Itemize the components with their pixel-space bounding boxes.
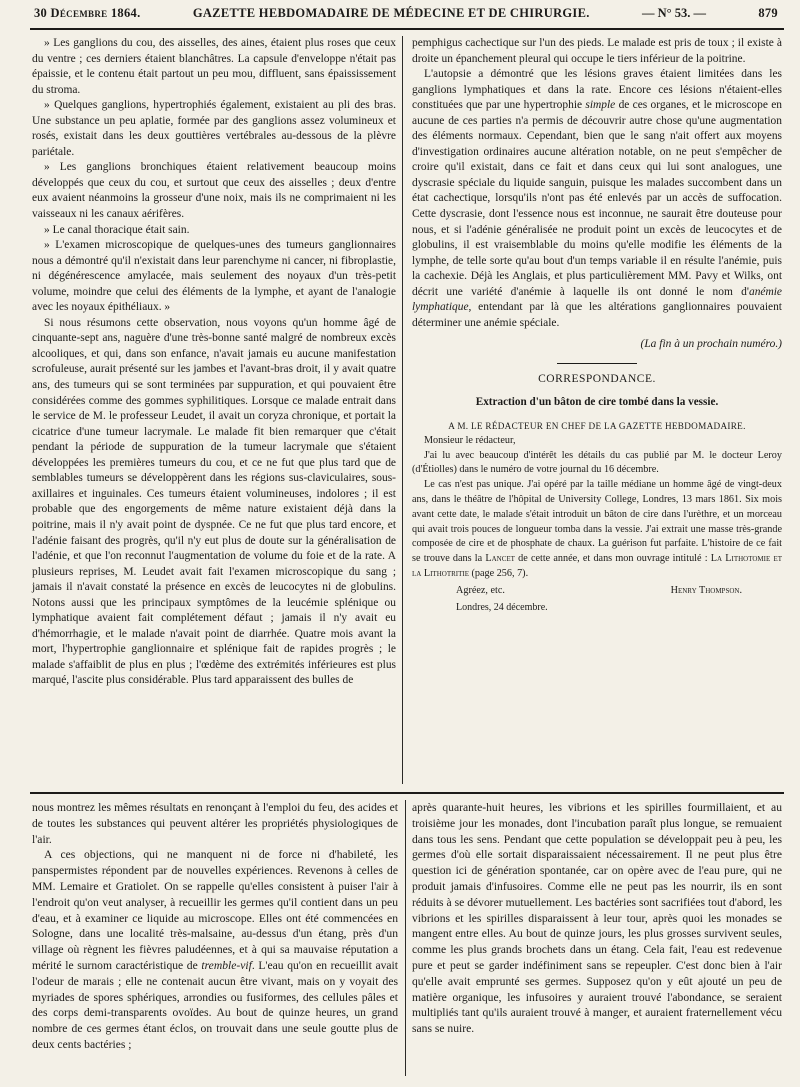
text-run: (page 256, 7). <box>468 568 529 579</box>
to-be-continued-note: (La fin à un prochain numéro.) <box>640 338 782 351</box>
left-column <box>32 36 396 689</box>
book-title: La Lithotomie et la Lithotritie <box>412 553 782 579</box>
upper-section <box>30 36 784 784</box>
column-rule <box>402 36 403 784</box>
paragraph: pemphigus cachectique sur l'un des pieds. Le malade est pris de toux ; il existe à droite un épanchement pleural qui occupe le tiers inférieur de la poitrine. <box>412 37 782 65</box>
text-run: A ces objections, qui ne manquent ni de force ni d'habileté, les panspermistes répondent par de nouvelles expériences. Revenons à celles de MM. Lemaire et Gratiolet. On se rappelle qu'elles consistent à puiser l'air à l'endroit qu'on veut analyser, à recueillir les germes qu'il contient dans un peu d'eau, et à examiner ce liquide au microscope. Elles ont été commencées en Sologne, dans une localité très-malsaine, au-dessus d'un étang, près d'un village où règnent les fièvres paludéennes, et à qui sa mauvaise réputation a mérité le surnom caractéristique de <box>32 848 398 972</box>
section-title: CORRESPONDANCE. <box>538 372 656 385</box>
paragraph: après quarante-huit heures, les vibrions et les spirilles fourmillaient, et au troisième jour les monades, dont l'incubation paraît plus longue, se remuaient dans tous les sens. Pendant que cette population se développait peu à peu, les germes d'où elle sortait disparaissaient nécessairement. Il ne peut plus être question ici de génération spontanée, car on opère avec de l'eau pure, qui ne produit jamais d'infusoires. Comme elle ne peut pas les nourrir, ils en sont réduits à se dévorer mutuellement. Les bactéries sont sacrifiées tout d'abord, les vibrions et les spirilles disparaissent à leur tour, après quoi les monades se mangent entre elles. Au bout de quinze jours, les plus grosses survivent seules, comme les plus grands brochets dans un étang. Cela fait, l'eau est redevenue pure et peut se garder indéfiniment sans se repeupler. C'est donc bien à l'air qu'elle avait emprunté ses germes. Supposez qu'on y eût ajouté un peu de matière organique, les infusoires y auraient trouvé l'abondance, se seraient multipliés tant qu'ils auraient trouvé à manger, et auraient fraternellement vécu sans se nuire. <box>412 801 782 1036</box>
lower-left-column <box>32 800 398 1053</box>
paragraph: J'ai lu avec beaucoup d'intérêt les détails du cas publié par M. le docteur Leroy (d'Étiolles) dans le numéro de votre journal du 16 décembre. <box>412 449 782 476</box>
section-divider <box>557 363 637 364</box>
paragraph: » L'examen microscopique de quelques-unes des tumeurs ganglionnaires nous a démontré qu'il n'existait dans leur parenchyme ni cancer, ni fibroplastie, ni dégénérescence amylacée, mais seulement des noyaux d'un très-petit volume, moindre que celui des éléments de la lymphe, et ayant de l'analogie avec les noyaux épithéliaux. » <box>32 239 396 314</box>
signature-line <box>412 584 782 599</box>
text-run: , entendant par là que les altérations ganglionnaires pouvaient déterminer une anémie spéciale. <box>412 301 782 329</box>
letter-address: A M. LE RÉDACTEUR EN CHEF DE LA GAZETTE HEBDOMADAIRE. <box>448 421 746 432</box>
text-run: . L'eau qu'on en recueillit avait l'odeur de marais ; elle ne contenait aucun être vivant, mais on y voyait des myriades de spores sphériques, arrondies ou fusiformes, des cellules pâles et des corps demi-transparents ovoïdes. Au bout de quinze heures, un grand nombre de ces germes étant éclos, on trouvait dans une seule goutte plus de deux cents bactéries ; <box>32 958 398 1051</box>
paragraph <box>412 478 782 582</box>
italic-term: anémie lymphatique <box>412 285 782 314</box>
lower-right-column <box>412 800 782 1037</box>
letter-body <box>412 419 782 615</box>
page-number: 879 <box>758 6 778 20</box>
column-rule <box>405 800 406 1076</box>
lower-section <box>30 800 784 1082</box>
article-title: Extraction d'un bâton de cire tombé dans la vessie. <box>475 396 719 409</box>
salutation: Monsieur le rédacteur, <box>424 434 516 446</box>
header-issue: — N° 53. — <box>641 6 706 20</box>
paragraph: » Les ganglions du cou, des aisselles, des aines, étaient plus roses que ceux du ventre ; ces derniers étaient blanchâtres. La capsule d'enveloppe n'était pas épaissie, et le contenu était partout un peu mou, diffluent, sans épaississement du stroma. <box>32 37 396 96</box>
paragraph: » Le canal thoracique était sain. <box>44 223 190 236</box>
paragraph: Si nous résumons cette observation, nous voyons qu'un homme âgé de cinquante-sept ans, naguère d'une très-bonne santé malgré de nombreux excès alcooliques, et qui, dans son enfance, n'avait jamais eu aucune manifestation scrofuleuse, aurait présenté sur les jambes et l'avant-bras droit, il y avait quatre ans, des tumeurs qui se sont terminées par suppuration, et qui pouvaient être considérées comme des gommes syphilitiques. Lorsque ce malade entrait dans le service de M. le professeur Leudet, il avait un coryza chronique, et portait la cicatrice d'une tumeur lacrymale. Le malade fit bien remarquer que c'était pendant la période de suppuration de la tumeur lacrymale que s'étaient développées les premières tumeurs du cou, et ce ne fut que plus tard que de semblables tumeurs se développèrent dans les régions sus-claviculaires, sous-axillaires et inguinales. Ces tumeurs étaient volumineuses, indolores ; il est probable que des engorgements de même nature existaient déjà dans la poitrine, mais il n'y avait point de dyspnée. Ce ne fut que plus tard encore, et l'adénie faisant des progrès, qu'il n'y eut plus de doute sur la généralisation de l'adénie, et que l'on reconnut l'augmentation de volume du foie et de la rate. A plusieurs reprises, M. Leudet avait fait l'examen microscopique du sang ; jamais il n'avait constaté la présence en excès de leucocytes ni de globulins. Notons aussi que les principaux symptômes de la leucémie splénique ou lymphatique avaient fait complétement défaut ; jamais il n'y avait eu d'hémorrhagie, et le malade n'avait point de diarrhée. Quatre mois avant la mort, l'hypertrophie ganglionnaire et splénique fait de rapides progrès ; le malade s'affaiblit de plus en plus ; l'œdème des extrémités inférieures est plus marqué, l'ascite plus considérable. Plus tard apparaissent des bulles de <box>32 316 396 687</box>
newspaper-page <box>30 6 784 1082</box>
paragraph <box>412 67 782 331</box>
text-run: de ces organes, et le microscope en aucune de ces parties n'a permis de découvrir autre chose qu'une augmentation des éléments normaux. Cependant, bien que le sang n'ait offert aux moyens d'investigation ordinaires aucune altération notable, on ne peut s'empêcher de croire qu'il existait, dans ce fait et dans ceux qui lui sont analogues, une dyscrasie spéciale du liquide sanguin, puisque les malades succombent dans un état cachectique, lorsqu'ils n'ont pas été enlevés par un accès de suffocation. Cette dyscrasie, dont l'essence nous est inconnue, ne saurait être douteuse pour nous, et si l'adénie généralisée ne produit point un excès de leucocytes et de globulins, il est vraisemblable du moins qu'elle modifie les éléments de la lymphe, de telle sorte qu'au bout d'un temps variable il en résulte l'anémie, puis la cachexie. Déjà les Anglais, et plus particulièrement MM. Pavy et Wilks, ont décrit une variété d'anémie à laquelle ils ont donné le nom d' <box>412 99 782 298</box>
place-date: Londres, 24 décembre. <box>456 601 548 613</box>
paragraph: nous montrez les mêmes résultats en renonçant à l'emploi du feu, des acides et de toutes les substances qui peuvent altérer les propriétés physiologiques de l'air. <box>32 801 398 846</box>
text-run: L'autopsie a démontré que les lésions graves étaient limitées dans les ganglions lymphatiques et dans la rate. Encore ces lésions n'étaient-elles constituées que par une hypertrophie <box>412 68 782 112</box>
running-header <box>30 6 784 30</box>
paragraph: » Les ganglions bronchiques étaient relativement beaucoup moins développés que ceux du cou, et surtout que ceux des aisselles ; deux d'entre eux avaient néanmoins la grosseur d'une noix, mais ils ne comprimaient ni les vaisseaux ni les canaux aérifères. <box>32 161 396 221</box>
journal-name: Lancet <box>485 553 515 565</box>
header-title: GAZETTE HEBDOMADAIRE DE MÉDECINE ET DE CHIRURGIE. <box>192 6 590 20</box>
right-column <box>412 36 782 615</box>
paragraph <box>32 847 398 1052</box>
closing: Agréez, etc. <box>456 584 505 596</box>
italic-term: tremble-vif <box>201 958 252 972</box>
feuilleton-separator <box>30 792 784 794</box>
italic-term: simple <box>585 99 616 112</box>
paragraph: » Quelques ganglions, hypertrophiés également, existaient au pli des bras. Une substance un peu aplatie, formée par des ganglions assez volumineux et rosés, existait dans les deux gouttières vertébrales au-dessous de la plèvre pariétale. <box>32 99 396 158</box>
header-date: 30 Décembre 1864. <box>34 6 141 20</box>
text-run: Le cas n'est pas unique. J'ai opéré par la taille médiane un homme âgé de vingt-deux ans, dans le théâtre de l'hôpital de University College, Londres, 13 mars 1861. Six mois avant cette date, le malade s'était introduit un bâton de cire dans l'urèthre, et un morceau qui avait trois pouces de longueur tomba dans la vessie. J'ai extrait une masse très-grande composée de cire et de phosphate de chaux. La guérison fut parfaite. L'histoire de ce fait se trouve dans la <box>412 479 782 565</box>
text-run: de cette année, et dans mon ouvrage intitulé : <box>514 553 711 565</box>
signature: Henry Thompson. <box>670 584 742 596</box>
